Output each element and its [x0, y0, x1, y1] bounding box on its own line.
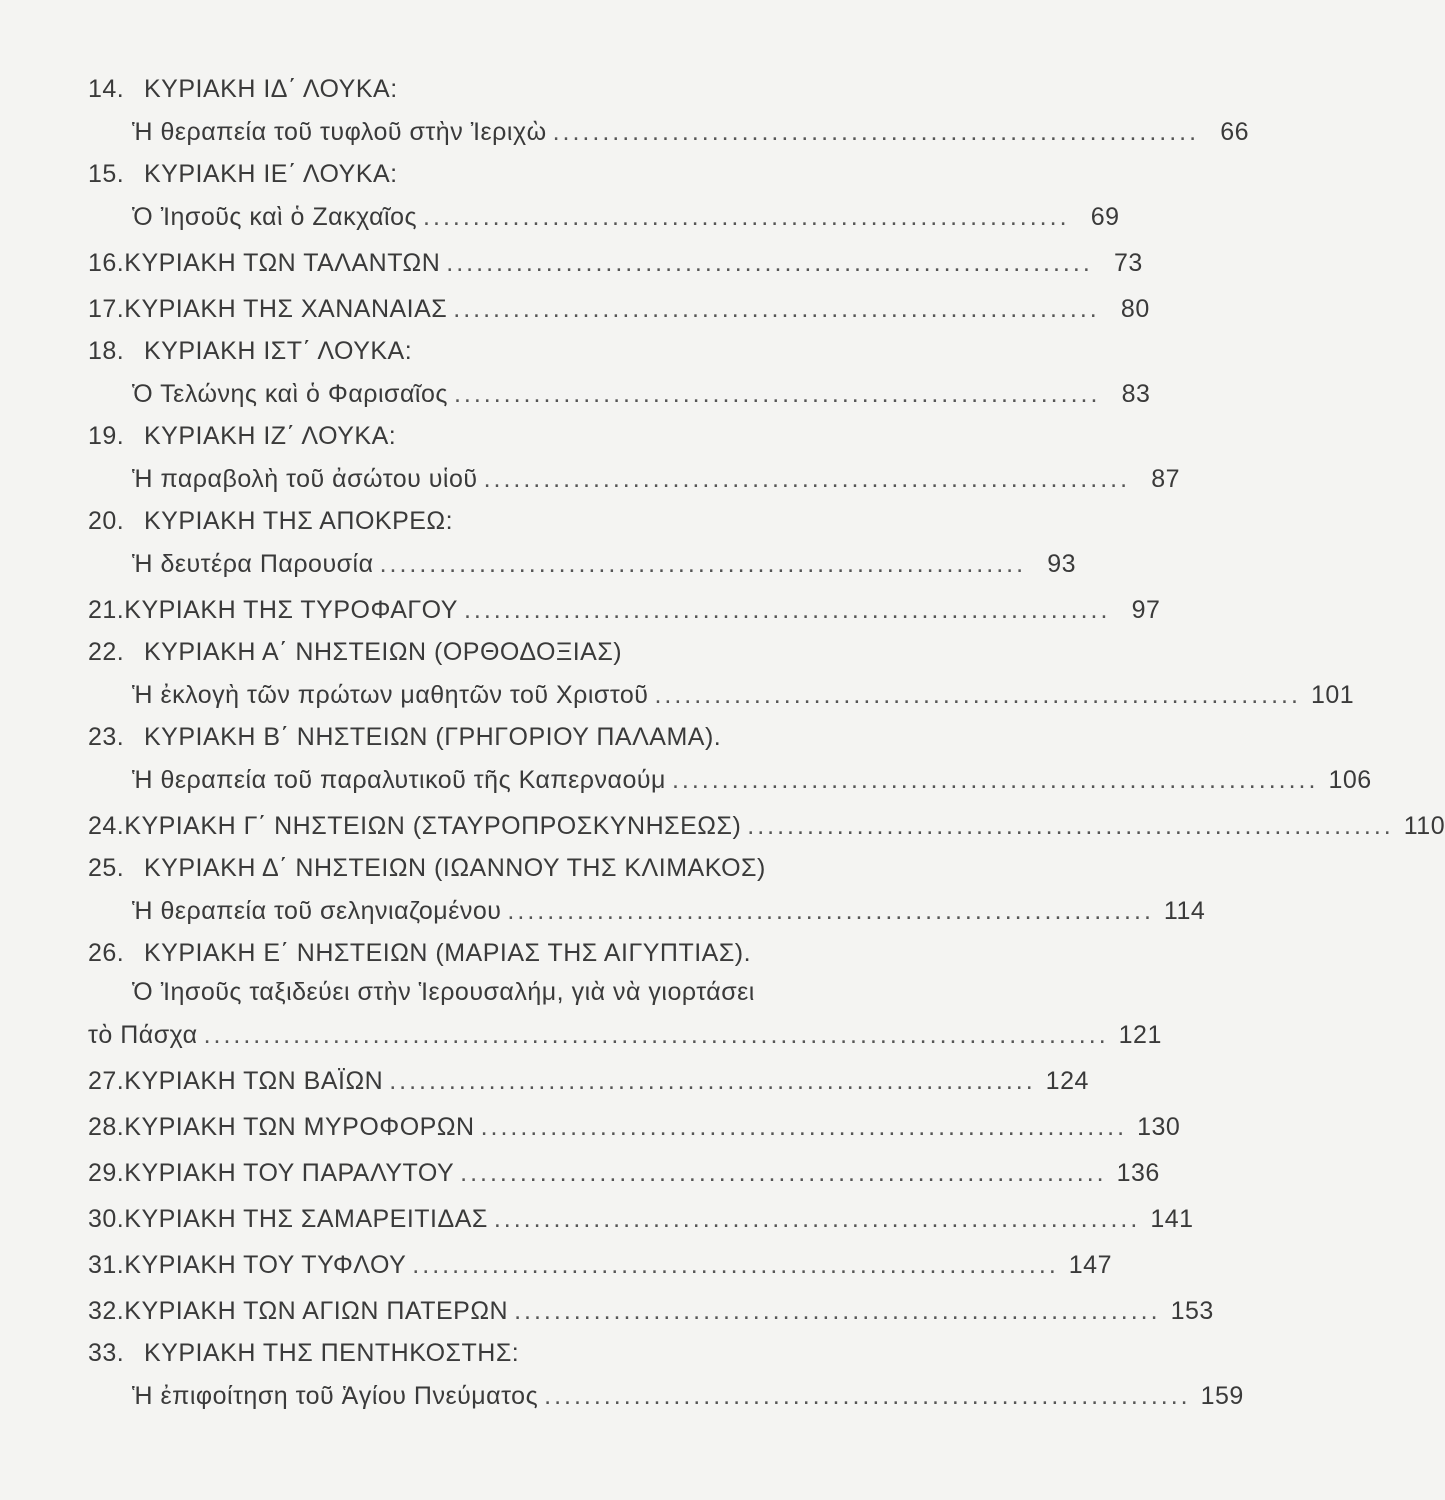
entry-subtitle: Ὁ Ἰησοῦς ταξιδεύει στὴν Ἱερουσαλήμ, γιὰ νὰ γιορτάσει: [132, 978, 755, 1006]
toc-entry-26-heading: [88, 934, 956, 973]
toc-entry-27: [88, 1058, 1089, 1104]
dot-leader: .................................................................: [480, 1113, 1128, 1141]
toc-entry-16: [88, 240, 1143, 286]
entry-number: 27.: [88, 1067, 125, 1095]
dot-leader: .................................................................: [412, 1251, 1059, 1279]
entry-number: 25.: [88, 854, 125, 882]
entry-number: 26.: [88, 939, 125, 967]
toc-entry-21: [88, 587, 1161, 633]
dot-leader: .................................................................: [379, 550, 1027, 578]
page-number: 73: [1113, 249, 1143, 277]
entry-title: ΚΥΡΙΑΚΗ ΤΩΝ ΜΥΡΟΦΟΡΩΝ: [124, 1113, 475, 1141]
dot-leader: .................................................................: [460, 1159, 1107, 1187]
page-number: 80: [1120, 295, 1150, 323]
toc-entry-25-heading: [88, 849, 956, 888]
entry-number: 30.: [88, 1205, 125, 1233]
page-number: 147: [1068, 1251, 1112, 1279]
toc-entry-28: [88, 1104, 1181, 1150]
toc-entry-25-line: [88, 888, 1206, 934]
toc-entry-19-line: [88, 456, 1181, 502]
entry-title: ΚΥΡΙΑΚΗ ΤΟΥ ΤΥΦΛΟΥ: [124, 1251, 407, 1279]
entry-number: 21.: [88, 596, 125, 624]
toc-entry-17: [88, 286, 1150, 332]
toc-entry-14-heading: [88, 70, 956, 109]
entry-subtitle: Ἡ ἐκλογὴ τῶν πρώτων μαθητῶν τοῦ Χριστοῦ: [132, 681, 649, 709]
dot-leader: .................................................................: [654, 681, 1301, 709]
page-number: 124: [1045, 1067, 1089, 1095]
entry-title: ΚΥΡΙΑΚΗ Δ΄ ΝΗΣΤΕΙΩΝ (ΙΩΑΝΝΟΥ ΤΗΣ ΚΛΙΜΑΚΟΣ): [144, 854, 766, 882]
entry-title: ΚΥΡΙΑΚΗ Ε΄ ΝΗΣΤΕΙΩΝ (ΜΑΡΙΑΣ ΤΗΣ ΑΙΓΥΠΤΙΑΣ).: [144, 939, 752, 967]
toc-entry-26-subtitle: [88, 973, 956, 1012]
entry-title: ΚΥΡΙΑΚΗ ΤΗΣ ΠΕΝΤΗΚΟΣΤΗΣ:: [144, 1339, 520, 1367]
entry-number: 29.: [88, 1159, 125, 1187]
toc-entry-15-line: [88, 194, 1120, 240]
page-number: 153: [1170, 1297, 1214, 1325]
entry-number: 14.: [88, 75, 125, 103]
dot-leader: .................................................................: [453, 295, 1100, 323]
entry-title: ΚΥΡΙΑΚΗ ΙΕ΄ ΛΟΥΚΑ:: [144, 160, 398, 188]
toc-entry-14-line: [88, 109, 1250, 155]
toc-entry-32: [88, 1288, 1214, 1334]
entry-subtitle: Ὁ Ἰησοῦς καὶ ὁ Ζακχαῖος: [132, 203, 418, 231]
entry-number: 24.: [88, 812, 125, 840]
entry-title: ΚΥΡΙΑΚΗ ΤΩΝ ΑΓΙΩΝ ΠΑΤΕΡΩΝ: [124, 1297, 509, 1325]
dot-leader: .................................................................: [514, 1297, 1161, 1325]
page-number: 130: [1137, 1113, 1181, 1141]
dot-leader: .................................................................: [463, 596, 1111, 624]
dot-leader: ...........................................................................................: [203, 1021, 1109, 1049]
toc-entry-20-heading: [88, 502, 956, 541]
toc-entry-31: [88, 1242, 1112, 1288]
page-number: 136: [1116, 1159, 1160, 1187]
page-number: 101: [1310, 681, 1355, 709]
table-of-contents: [88, 70, 1445, 1419]
toc-entry-33-line: [88, 1373, 1244, 1419]
dot-leader: .................................................................: [389, 1067, 1036, 1095]
entry-number: 33.: [88, 1339, 125, 1367]
entry-title: ΚΥΡΙΑΚΗ ΤΩΝ ΒΑΪΩΝ: [124, 1067, 384, 1095]
dot-leader: .................................................................: [747, 812, 1394, 840]
dot-leader: .................................................................: [544, 1382, 1191, 1410]
page-number: 106: [1328, 766, 1372, 794]
entry-number: 16.: [88, 249, 125, 277]
entry-number: 32.: [88, 1297, 125, 1325]
toc-entry-20-line: [88, 541, 1077, 587]
entry-number: 18.: [88, 337, 125, 365]
entry-title: ΚΥΡΙΑΚΗ ΙΖ΄ ΛΟΥΚΑ:: [144, 422, 397, 450]
page-number: 83: [1121, 380, 1151, 408]
page-number: 66: [1220, 118, 1250, 146]
entry-title: ΚΥΡΙΑΚΗ ΙΣΤ΄ ΛΟΥΚΑ:: [144, 337, 413, 365]
toc-entry-22-heading: [88, 633, 956, 672]
entry-title: ΚΥΡΙΑΚΗ ΤΗΣ ΧΑΝΑΝΑΙΑΣ: [124, 295, 448, 323]
dot-leader: .................................................................: [552, 118, 1200, 146]
page-number: 69: [1090, 203, 1120, 231]
entry-title: ΚΥΡΙΑΚΗ Γ΄ ΝΗΣΤΕΙΩΝ (ΣΤΑΥΡΟΠΡΟΣΚΥΝΗΣΕΩΣ): [124, 812, 742, 840]
entry-subtitle: Ἡ παραβολὴ τοῦ ἀσώτου υἱοῦ: [132, 465, 478, 493]
entry-subtitle-continued: τὸ Πάσχα: [88, 1021, 198, 1049]
entry-subtitle: Ἡ θεραπεία τοῦ σεληνιαζομένου: [132, 897, 502, 925]
dot-leader: .................................................................: [423, 203, 1070, 231]
dot-leader: .................................................................: [671, 766, 1319, 794]
toc-entry-29: [88, 1150, 1160, 1196]
entry-number: 28.: [88, 1113, 125, 1141]
toc-entry-30: [88, 1196, 1194, 1242]
toc-entry-24: [88, 803, 1445, 849]
dot-leader: .................................................................: [453, 380, 1101, 408]
entry-subtitle: Ἡ θεραπεία τοῦ παραλυτικοῦ τῆς Καπερναούμ: [132, 766, 666, 794]
dot-leader: .................................................................: [507, 897, 1154, 925]
dot-leader: .................................................................: [446, 249, 1093, 277]
toc-entry-26-line: [88, 1012, 1162, 1058]
entry-title: ΚΥΡΙΑΚΗ ΤΟΥ ΠΑΡΑΛΥΤΟΥ: [124, 1159, 455, 1187]
page-number: 110: [1403, 812, 1445, 840]
dot-leader: .................................................................: [483, 465, 1131, 493]
entry-title: ΚΥΡΙΑΚΗ ΤΗΣ ΣΑΜΑΡΕΙΤΙΔΑΣ: [124, 1205, 488, 1233]
entry-title: ΚΥΡΙΑΚΗ ΤΗΣ ΑΠΟΚΡΕΩ:: [144, 507, 454, 535]
entry-number: 19.: [88, 422, 125, 450]
entry-number: 17.: [88, 295, 125, 323]
dot-leader: .................................................................: [493, 1205, 1141, 1233]
page-number: 93: [1047, 550, 1077, 578]
page-number: 159: [1200, 1382, 1244, 1410]
entry-number: 20.: [88, 507, 125, 535]
entry-subtitle: Ὁ Τελώνης καὶ ὁ Φαρισαῖος: [132, 380, 448, 408]
page-number: 114: [1163, 897, 1206, 925]
entry-subtitle: Ἡ θεραπεία τοῦ τυφλοῦ στὴν Ἰεριχὼ: [132, 118, 547, 146]
entry-title: ΚΥΡΙΑΚΗ Β΄ ΝΗΣΤΕΙΩΝ (ΓΡΗΓΟΡΙΟΥ ΠΑΛΑΜΑ).: [144, 723, 722, 751]
entry-subtitle: Ἡ ἐπιφοίτηση τοῦ Ἁγίου Πνεύματος: [132, 1382, 539, 1410]
toc-entry-18-line: [88, 371, 1151, 417]
toc-entry-19-heading: [88, 417, 956, 456]
toc-entry-23-line: [88, 757, 1372, 803]
entry-number: 23.: [88, 723, 125, 751]
entry-title: ΚΥΡΙΑΚΗ Α΄ ΝΗΣΤΕΙΩΝ (ΟΡΘΟΔΟΞΙΑΣ): [144, 638, 623, 666]
toc-entry-22-line: [88, 672, 1355, 718]
page-number: 121: [1118, 1021, 1162, 1049]
toc-entry-33-heading: [88, 1334, 956, 1373]
page-number: 141: [1150, 1205, 1194, 1233]
toc-entry-15-heading: [88, 155, 956, 194]
entry-number: 22.: [88, 638, 125, 666]
entry-title: ΚΥΡΙΑΚΗ ΤΗΣ ΤΥΡΟΦΑΓΟΥ: [124, 596, 458, 624]
entry-number: 31.: [88, 1251, 125, 1279]
page-number: 87: [1151, 465, 1181, 493]
page-number: 97: [1131, 596, 1161, 624]
entry-title: ΚΥΡΙΑΚΗ ΙΔ΄ ΛΟΥΚΑ:: [144, 75, 398, 103]
entry-title: ΚΥΡΙΑΚΗ ΤΩΝ ΤΑΛΑΝΤΩΝ: [124, 249, 441, 277]
toc-entry-18-heading: [88, 332, 956, 371]
entry-number: 15.: [88, 160, 125, 188]
entry-subtitle: Ἡ δευτέρα Παρουσία: [132, 550, 374, 578]
toc-entry-23-heading: [88, 718, 956, 757]
